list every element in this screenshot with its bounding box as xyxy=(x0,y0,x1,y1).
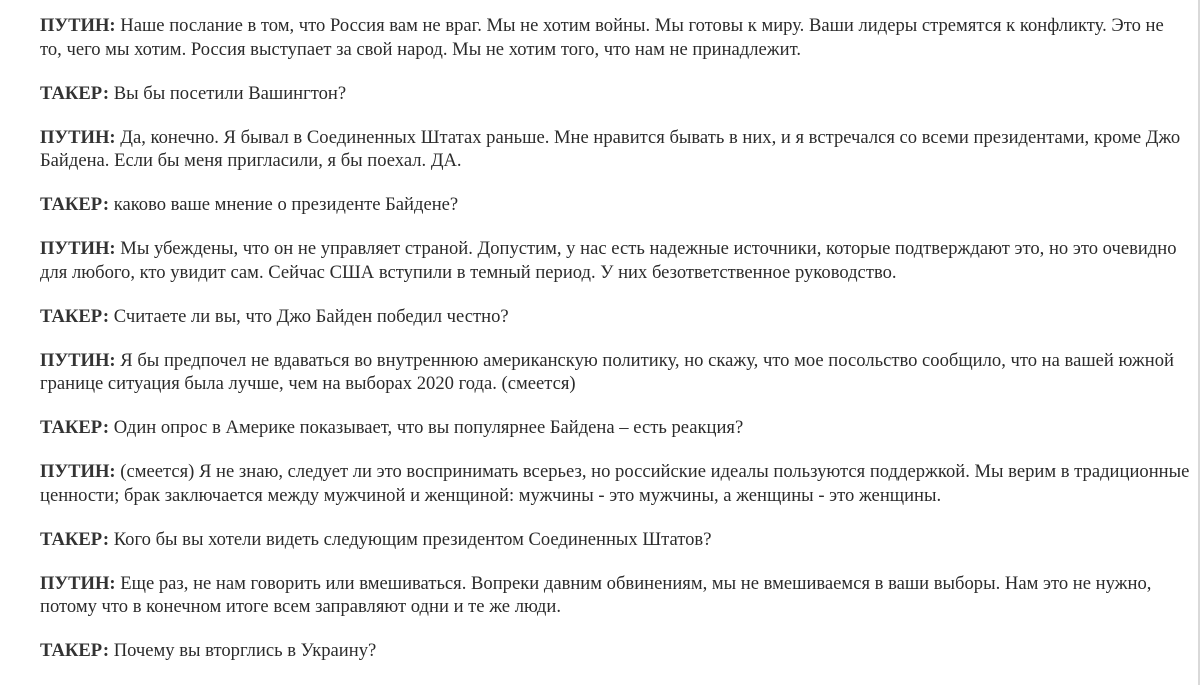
speaker-label: ПУТИН: xyxy=(40,15,116,36)
transcript-paragraph xyxy=(40,126,1190,173)
paragraph-text: Почему вы вторглись в Украину? xyxy=(113,640,377,661)
speaker-label: ТАКЕР: xyxy=(40,194,110,215)
speaker-label: ПУТИН: xyxy=(40,349,116,371)
transcript-paragraph xyxy=(40,305,1190,329)
speaker-label: ТАКЕР: xyxy=(40,417,110,438)
paragraph-text: (смеется) Я не знаю, следует ли это воспринимать всерьез, но российские идеалы пользуются поддержкой. Мы верим в традиционные ценности; брак заключается между мужчиной и женщиной: мужчины - это мужчины, а женщины - это женщины. xyxy=(40,461,1190,506)
paragraph-text: Я бы предпочел не вдаваться во внутреннюю американскую политику, но скажу, что мое посольство сообщило, что на вашей южной границе ситуация была лучше, чем на выборах 2020 года. (смеется) xyxy=(40,349,1174,394)
transcript-paragraph xyxy=(40,639,1190,663)
transcript-paragraph xyxy=(40,349,1190,396)
transcript-paragraph xyxy=(40,193,1190,217)
speaker-label: ПУТИН: xyxy=(40,572,116,594)
paragraph-text: Один опрос в Америке показывает, что вы популярнее Байдена – есть реакция? xyxy=(113,417,744,438)
transcript-paragraph xyxy=(40,14,1190,61)
paragraph-text: Вы бы посетили Вашингтон? xyxy=(113,82,347,104)
transcript-document xyxy=(40,14,1190,683)
paragraph-text: Еще раз, не нам говорить или вмешиваться. Вопреки давним обвинениям, мы не вмешиваемся в ваши выборы. Нам это не нужно, потому что в конечном итоге всем заправляют одни и те же люди. xyxy=(40,572,1152,617)
paragraph-text: Мы убеждены, что он не управляет страной. Допустим, у нас есть надежные источники, которые подтверждают это, но это очевидно для любого, кто увидит сам. Сейчас США вступили в темный период. У них безответственное руководство. xyxy=(40,238,1177,283)
speaker-label: ТАКЕР: xyxy=(40,82,110,104)
speaker-label: ТАКЕР: xyxy=(40,305,110,327)
paragraph-text: Кого бы вы хотели видеть следующим президентом Соединенных Штатов? xyxy=(113,528,712,550)
transcript-paragraph xyxy=(40,82,1190,106)
paragraph-text: Да, конечно. Я бывал в Соединенных Штатах раньше. Мне нравится бывать в них, и я встречался со всеми президентами, кроме Джо Байдена. Если бы меня пригласили, я бы поехал. ДА. xyxy=(40,126,1181,171)
transcript-paragraph xyxy=(40,416,1190,440)
transcript-paragraph xyxy=(40,460,1190,507)
transcript-paragraph xyxy=(40,237,1190,284)
paragraph-text: Наше послание в том, что Россия вам не враг. Мы не хотим войны. Мы готовы к миру. Ваши лидеры стремятся к конфликту. Это не то, чего мы хотим. Россия выступает за свой народ. Мы не хотим того, что нам не принадлежит. xyxy=(40,15,1164,60)
speaker-label: ПУТИН: xyxy=(40,238,116,259)
paragraph-text: каково ваше мнение о президенте Байдене? xyxy=(113,194,459,215)
speaker-label: ТАКЕР: xyxy=(40,640,110,661)
transcript-paragraph xyxy=(40,528,1190,552)
speaker-label: ПУТИН: xyxy=(40,126,116,148)
paragraph-text: Считаете ли вы, что Джо Байден победил честно? xyxy=(113,305,509,327)
transcript-paragraph xyxy=(40,572,1190,619)
speaker-label: ПУТИН: xyxy=(40,461,116,482)
speaker-label: ТАКЕР: xyxy=(40,528,110,550)
